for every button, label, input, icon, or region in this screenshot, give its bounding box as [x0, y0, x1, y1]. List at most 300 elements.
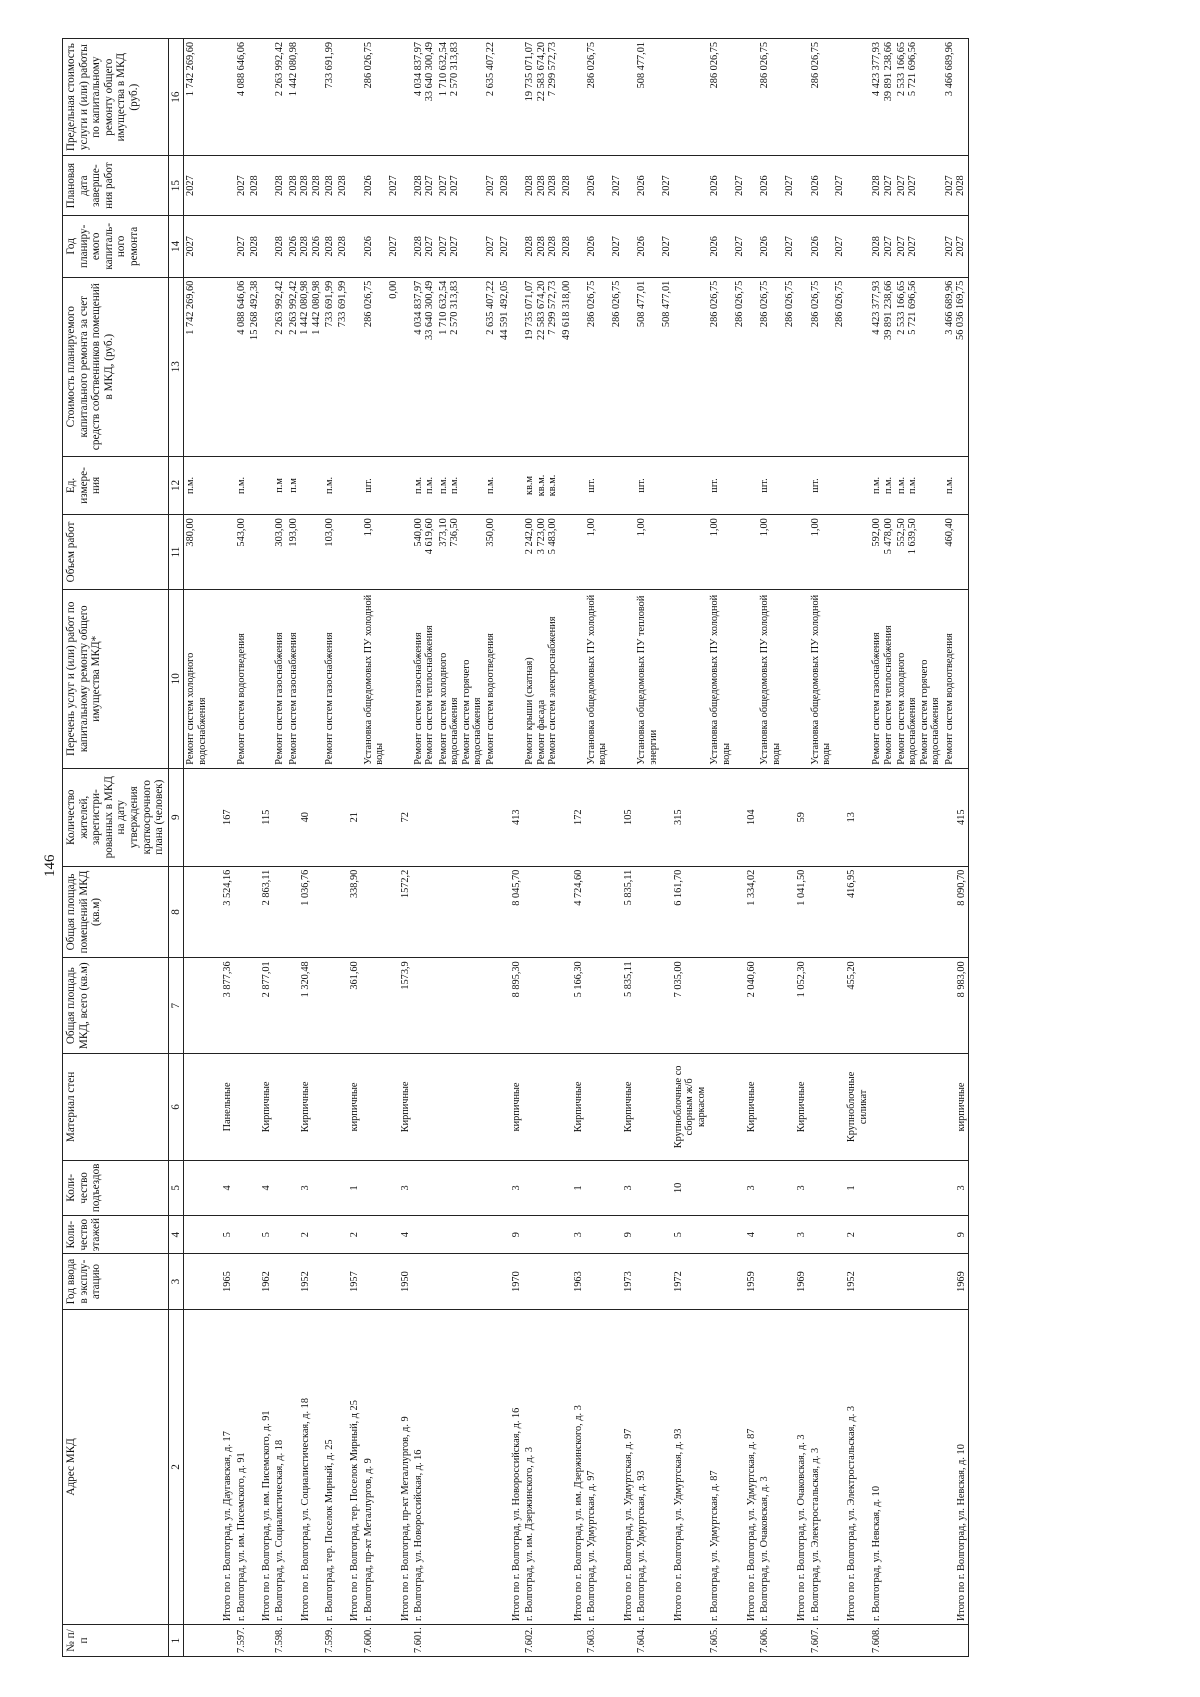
cell-text: Итого по г. Волгоград, ул. Новороссийская, д. 16 — [510, 1407, 522, 1622]
cell-lim — [437, 39, 485, 156]
col-number: 9 — [168, 768, 184, 866]
cell-p — [437, 1160, 485, 1215]
cell-ta — [733, 958, 758, 1054]
cell-res — [362, 768, 387, 866]
cell-ra — [523, 866, 559, 958]
cell-ta — [287, 958, 323, 1054]
cell-pd — [412, 156, 437, 216]
cell-text: Кирпичные — [572, 1081, 584, 1133]
cell-works — [235, 589, 248, 768]
cell-mat — [387, 1054, 412, 1161]
cell-p — [323, 1160, 336, 1215]
cell-line: Ремонт систем теплоснабжения — [424, 625, 436, 765]
cell-line: п.м. — [896, 476, 908, 495]
cell-text: Итого по г. Волгоград, тер. Поселок Мирный, д 25 — [349, 1400, 361, 1622]
cell-text: 1 036,76 — [299, 869, 311, 906]
cell-line: шт. — [362, 478, 374, 493]
cell-addr — [708, 1309, 733, 1624]
cell-py — [235, 215, 248, 277]
cell-text: 7.597. — [235, 1627, 247, 1653]
cell-unit — [610, 456, 635, 515]
cell-vol — [235, 515, 248, 590]
cell-lim — [498, 39, 523, 156]
cell-line: 1,00 — [809, 518, 821, 537]
cell-line: 2026 — [585, 175, 597, 196]
cell-line: Установка общедомовых ПУ тепловой энергии — [636, 595, 659, 765]
cell-line: Установка общедомовых ПУ холодной воды — [709, 594, 732, 765]
cell-cost — [498, 277, 523, 456]
cell-py — [610, 215, 635, 277]
cell-mat — [235, 1054, 248, 1161]
cell-line: 2027 — [907, 175, 919, 196]
cell-works — [362, 589, 387, 768]
cell-py — [943, 215, 969, 277]
cell-line: 2028 — [248, 236, 260, 257]
cell-line: 2028 — [413, 175, 425, 196]
cell-ta — [184, 958, 209, 1054]
cell-line: 508 477,01 — [636, 280, 648, 328]
cell-addr — [943, 1309, 969, 1624]
cell-n — [560, 1625, 585, 1657]
cell-cost — [560, 277, 585, 456]
col-header: Количество жителей, зарегистри-рованных в МКД на дату утверждения краткосрочного плана (человек) — [63, 768, 169, 866]
cell-unit — [287, 456, 323, 515]
cell-pd — [733, 156, 758, 216]
cell-vol — [387, 515, 412, 590]
cell-res — [412, 768, 437, 866]
cell-text: Кирпичные — [622, 1081, 634, 1133]
cell-unit — [437, 456, 485, 515]
cell-lim — [484, 39, 497, 156]
cell-py — [484, 215, 497, 277]
cell-ra — [235, 866, 248, 958]
cell-addr — [235, 1309, 248, 1624]
cell-line: п.м. — [185, 476, 197, 495]
cell-line: 2028 — [310, 175, 322, 196]
table-row — [708, 39, 733, 1657]
col-header: № п/п — [63, 1625, 169, 1657]
cell-mat — [733, 1054, 758, 1161]
cell-line: 2028 — [524, 236, 536, 257]
cell-line: 4 088 646,06 — [235, 42, 247, 97]
cell-lim — [323, 39, 336, 156]
cell-pd — [560, 156, 585, 216]
cell-text: Кирпичные — [796, 1081, 808, 1133]
cell-ta — [585, 958, 610, 1054]
capital-repair-table — [62, 38, 969, 1657]
cell-text: 9 — [955, 1232, 967, 1238]
cell-text: 13 — [846, 812, 858, 823]
cell-line: 5 483,00 — [547, 518, 559, 555]
cell-text: 5 166,30 — [572, 961, 584, 998]
cell-text: 1572,2 — [399, 869, 411, 899]
cell-py — [273, 215, 286, 277]
cell-py — [895, 215, 943, 277]
cell-vol — [248, 515, 273, 590]
cell-unit — [484, 456, 497, 515]
cell-ra — [635, 866, 660, 958]
cell-f — [870, 1216, 895, 1254]
cell-res — [783, 768, 808, 866]
cell-line: 2 635 407,22 — [485, 42, 497, 97]
cell-vol — [184, 515, 209, 590]
cell-vol — [273, 515, 286, 590]
cell-line: 2027 — [437, 175, 449, 196]
cell-cost — [484, 277, 497, 456]
header-row — [63, 39, 169, 1657]
cell-line: 1 442 080,98 — [287, 42, 299, 97]
cell-ra — [870, 866, 895, 958]
table-row — [387, 39, 412, 1657]
cell-line: 2028 — [547, 175, 559, 196]
cell-f — [248, 1216, 273, 1254]
cell-p — [809, 1160, 834, 1215]
cell-y — [833, 1254, 870, 1309]
cell-line: 2027 — [235, 175, 247, 196]
cell-py — [498, 215, 523, 277]
cell-text: 1 — [349, 1185, 361, 1191]
table-row — [560, 39, 585, 1657]
cell-lim — [287, 39, 323, 156]
cell-line: 0,00 — [387, 280, 399, 299]
cell-works — [708, 589, 733, 768]
cell-ta — [235, 958, 248, 1054]
cell-pd — [323, 156, 336, 216]
cell-line: 286 026,75 — [809, 280, 821, 328]
cell-line: Установка общедомовых ПУ холодной воды — [585, 594, 609, 765]
table-row — [870, 39, 895, 1657]
cell-line: 2028 — [955, 175, 967, 196]
cell-f — [184, 1216, 209, 1254]
cell-line: 2027 — [733, 175, 745, 196]
cell-res — [248, 768, 273, 866]
cell-text: 4 724,60 — [572, 869, 584, 906]
cell-unit — [412, 456, 437, 515]
cell-vol — [758, 515, 783, 590]
table-row — [833, 39, 870, 1657]
cell-addr — [248, 1309, 273, 1624]
cell-unit — [209, 456, 234, 515]
cell-pd — [895, 156, 943, 216]
cell-mat — [287, 1054, 323, 1161]
cell-text: 4 — [222, 1185, 234, 1191]
cell-p — [585, 1160, 610, 1215]
cell-line: 5 721 696,56 — [907, 42, 919, 97]
cell-addr — [336, 1309, 361, 1624]
cell-vol — [412, 515, 437, 590]
cell-vol — [635, 515, 660, 590]
cell-line: Ремонт систем холодного водоснабжения — [185, 652, 208, 765]
cell-pd — [235, 156, 248, 216]
cell-line: 3 466 689,96 — [943, 280, 955, 335]
cell-f — [235, 1216, 248, 1254]
cell-p — [895, 1160, 943, 1215]
table-row — [287, 39, 323, 1657]
cell-n — [412, 1625, 437, 1657]
cell-line: Установка общедомовых ПУ холодной воды — [809, 594, 832, 765]
cell-y — [870, 1254, 895, 1309]
cell-line: п.м. — [449, 476, 461, 495]
cell-text: 455,20 — [846, 961, 858, 990]
cell-line: 1 742 269,60 — [185, 42, 197, 97]
cell-text: 3 — [796, 1232, 808, 1238]
cell-text: г. Волгоград, ул. Новороссийская, д. 16 — [413, 1449, 425, 1622]
cell-res — [287, 768, 323, 866]
cell-y — [895, 1254, 943, 1309]
cell-res — [387, 768, 412, 866]
cell-works — [870, 589, 895, 768]
cell-lim — [235, 39, 248, 156]
cell-res — [560, 768, 585, 866]
cell-lim — [248, 39, 273, 156]
cell-line: 2027 — [449, 175, 461, 196]
cell-line: 286 026,75 — [709, 42, 721, 89]
cell-text: 1 — [572, 1185, 584, 1191]
cell-line: 2028 — [337, 175, 349, 196]
cell-f — [273, 1216, 286, 1254]
cell-lim — [943, 39, 969, 156]
cell-cost — [235, 277, 248, 456]
cell-line: 2026 — [809, 236, 821, 257]
cell-p — [560, 1160, 585, 1215]
cell-text: 5 — [672, 1232, 684, 1238]
cell-line: 5 721 696,56 — [907, 280, 919, 335]
cell-line: шт. — [709, 478, 721, 493]
cell-line: 2027 — [896, 175, 908, 196]
cell-text: Кирпичные — [399, 1081, 411, 1133]
cell-text: 21 — [349, 812, 361, 823]
cell-res — [733, 768, 758, 866]
cell-line: 733 691,99 — [324, 280, 335, 328]
cell-vol — [895, 515, 943, 590]
cell-line: 286 026,75 — [362, 280, 374, 328]
cell-unit — [235, 456, 248, 515]
cell-lim — [809, 39, 834, 156]
cell-text: 4 — [745, 1232, 757, 1238]
cell-text: 5 835,11 — [622, 961, 634, 997]
cell-line: Ремонт систем газоснабжения — [413, 632, 425, 765]
cell-ra — [336, 866, 361, 958]
cell-unit — [387, 456, 412, 515]
cell-line: 3 723,00 — [535, 518, 547, 555]
cell-n — [437, 1625, 485, 1657]
cell-works — [287, 589, 323, 768]
cell-res — [809, 768, 834, 866]
cell-line: 2026 — [759, 175, 771, 196]
cell-pd — [610, 156, 635, 216]
cell-text: г. Волгоград, ул. им. Дзержинского, д. 3 — [524, 1447, 536, 1622]
cell-cost — [610, 277, 635, 456]
cell-line: 19 735 071,07 — [524, 42, 536, 102]
cell-res — [708, 768, 733, 866]
cell-line: 592,00 — [871, 518, 883, 547]
cell-text: 115 — [260, 809, 272, 825]
cell-works — [498, 589, 523, 768]
cell-ra — [498, 866, 523, 958]
cell-pd — [635, 156, 660, 216]
cell-ta — [870, 958, 895, 1054]
cell-pd — [585, 156, 610, 216]
cell-text: кирпичные — [349, 1082, 361, 1132]
cell-line: 2027 — [943, 236, 955, 257]
cell-p — [523, 1160, 559, 1215]
col-header: Год планиру-емого капиталь-ного ремонта — [63, 215, 169, 277]
cell-mat — [610, 1054, 635, 1161]
cell-addr — [484, 1309, 497, 1624]
cell-f — [387, 1216, 412, 1254]
cell-res — [437, 768, 485, 866]
cell-text: г. Волгоград, ул. Удмуртская, д. 97 — [585, 1470, 597, 1622]
cell-text: Итого по г. Волгоград, ул. Удмуртская, д. 93 — [672, 1428, 684, 1622]
cell-mat — [758, 1054, 783, 1161]
cell-py — [323, 215, 336, 277]
table-row — [209, 39, 234, 1657]
cell-line: 5 478,00 — [882, 518, 894, 555]
cell-lim — [733, 39, 758, 156]
cell-mat — [585, 1054, 610, 1161]
cell-ta — [412, 958, 437, 1054]
cell-line: 508 477,01 — [636, 42, 648, 89]
cell-text: Итого по г. Волгоград, ул. Социалистическая, д. 18 — [299, 1398, 311, 1622]
cell-unit — [870, 456, 895, 515]
cell-line: 2027 — [733, 236, 745, 257]
cell-text: 2 040,60 — [745, 961, 757, 998]
cell-line: п.м. — [437, 476, 449, 495]
cell-text: 1573,9 — [399, 961, 411, 990]
cell-line: 4 034 837,97 — [413, 280, 425, 335]
cell-unit — [560, 456, 585, 515]
cell-ra — [758, 866, 783, 958]
cell-unit — [833, 456, 870, 515]
cell-p — [870, 1160, 895, 1215]
cell-addr — [523, 1309, 559, 1624]
cell-line: 2028 — [524, 175, 536, 196]
cell-text: г. Волгоград, ул. Удмуртская, д. 93 — [636, 1470, 648, 1622]
cell-text: 6 161,70 — [672, 869, 684, 906]
cell-text: Итого по г. Волгоград, ул. им. Писемского, д. 91 — [260, 1410, 272, 1622]
cell-works — [943, 589, 969, 768]
cell-line: 2026 — [809, 175, 821, 196]
cell-line: 2027 — [185, 175, 197, 196]
cell-ra — [362, 866, 387, 958]
cell-addr — [560, 1309, 585, 1624]
cell-line: 39 891 238,66 — [882, 42, 894, 102]
cell-ta — [660, 958, 708, 1054]
cell-vol — [362, 515, 387, 590]
cell-cost — [287, 277, 323, 456]
cell-text: 59 — [796, 812, 808, 823]
cell-line: п.м. — [413, 476, 425, 495]
cell-res — [943, 768, 969, 866]
cell-line: п.м. — [424, 476, 436, 495]
cell-line: 2026 — [362, 236, 374, 257]
cell-text: 167 — [222, 809, 234, 825]
cell-y — [323, 1254, 336, 1309]
cell-line: 460,40 — [943, 518, 955, 547]
cell-ta — [708, 958, 733, 1054]
col-number: 5 — [168, 1160, 184, 1215]
cell-line: 380,00 — [185, 518, 197, 547]
cell-text: г. Волгоград, ул. Электростальская, д. 3 — [809, 1447, 821, 1622]
cell-mat — [833, 1054, 870, 1161]
cell-text: кирпичные — [955, 1082, 967, 1132]
cell-vol — [833, 515, 870, 590]
cell-line: 2028 — [274, 175, 286, 196]
cell-addr — [412, 1309, 437, 1624]
cell-works — [248, 589, 273, 768]
cell-text: 3 — [796, 1185, 808, 1191]
cell-ta — [498, 958, 523, 1054]
cell-text: Кирпичные — [299, 1081, 311, 1133]
cell-line: 2027 — [834, 236, 846, 257]
cell-lim — [273, 39, 286, 156]
cell-unit — [809, 456, 834, 515]
col-number: 1 — [168, 1625, 184, 1657]
cell-y — [708, 1254, 733, 1309]
cell-f — [523, 1216, 559, 1254]
cell-res — [336, 768, 361, 866]
cell-f — [498, 1216, 523, 1254]
col-header: Плановая дата заверше-ния работ — [63, 156, 169, 216]
cell-line: п.м. — [871, 476, 883, 495]
cell-res — [184, 768, 209, 866]
cell-text: 3 — [572, 1232, 584, 1238]
cell-line: п.м — [274, 478, 286, 493]
cell-works — [895, 589, 943, 768]
cell-y — [498, 1254, 523, 1309]
cell-line: 1 710 632,54 — [437, 280, 449, 335]
cell-text: 7.599. — [324, 1627, 335, 1653]
col-number: 2 — [168, 1309, 184, 1624]
table-row — [758, 39, 783, 1657]
cell-line: 193,00 — [287, 518, 299, 547]
cell-vol — [585, 515, 610, 590]
cell-n — [273, 1625, 286, 1657]
cell-vol — [660, 515, 708, 590]
cell-mat — [484, 1054, 497, 1161]
cell-line: 286 026,75 — [362, 42, 374, 89]
cell-n — [184, 1625, 209, 1657]
cell-pd — [833, 156, 870, 216]
cell-ra — [387, 866, 412, 958]
cell-n — [660, 1625, 708, 1657]
cell-lim — [635, 39, 660, 156]
cell-vol — [209, 515, 234, 590]
cell-line: 2 263 992,42 — [287, 280, 299, 335]
cell-works — [660, 589, 708, 768]
cell-text: 3 — [622, 1185, 634, 1191]
cell-line: 2028 — [413, 236, 425, 257]
table-row — [635, 39, 660, 1657]
cell-res — [870, 768, 895, 866]
cell-line: шт. — [809, 478, 821, 493]
cell-lim — [833, 39, 870, 156]
cell-y — [387, 1254, 412, 1309]
cell-vol — [809, 515, 834, 590]
cell-line: 2027 — [424, 236, 436, 257]
cell-ta — [943, 958, 969, 1054]
col-header: Материал стен — [63, 1054, 169, 1161]
cell-unit — [362, 456, 387, 515]
cell-y — [560, 1254, 585, 1309]
cell-line: 2028 — [274, 236, 286, 257]
cell-text: 315 — [672, 809, 684, 825]
cell-text: г. Волгоград, пр-кт Металлургов, д. 9 — [362, 1458, 374, 1622]
cell-p — [184, 1160, 209, 1215]
cell-f — [809, 1216, 834, 1254]
cell-line: 33 640 300,49 — [424, 280, 436, 340]
cell-py — [585, 215, 610, 277]
